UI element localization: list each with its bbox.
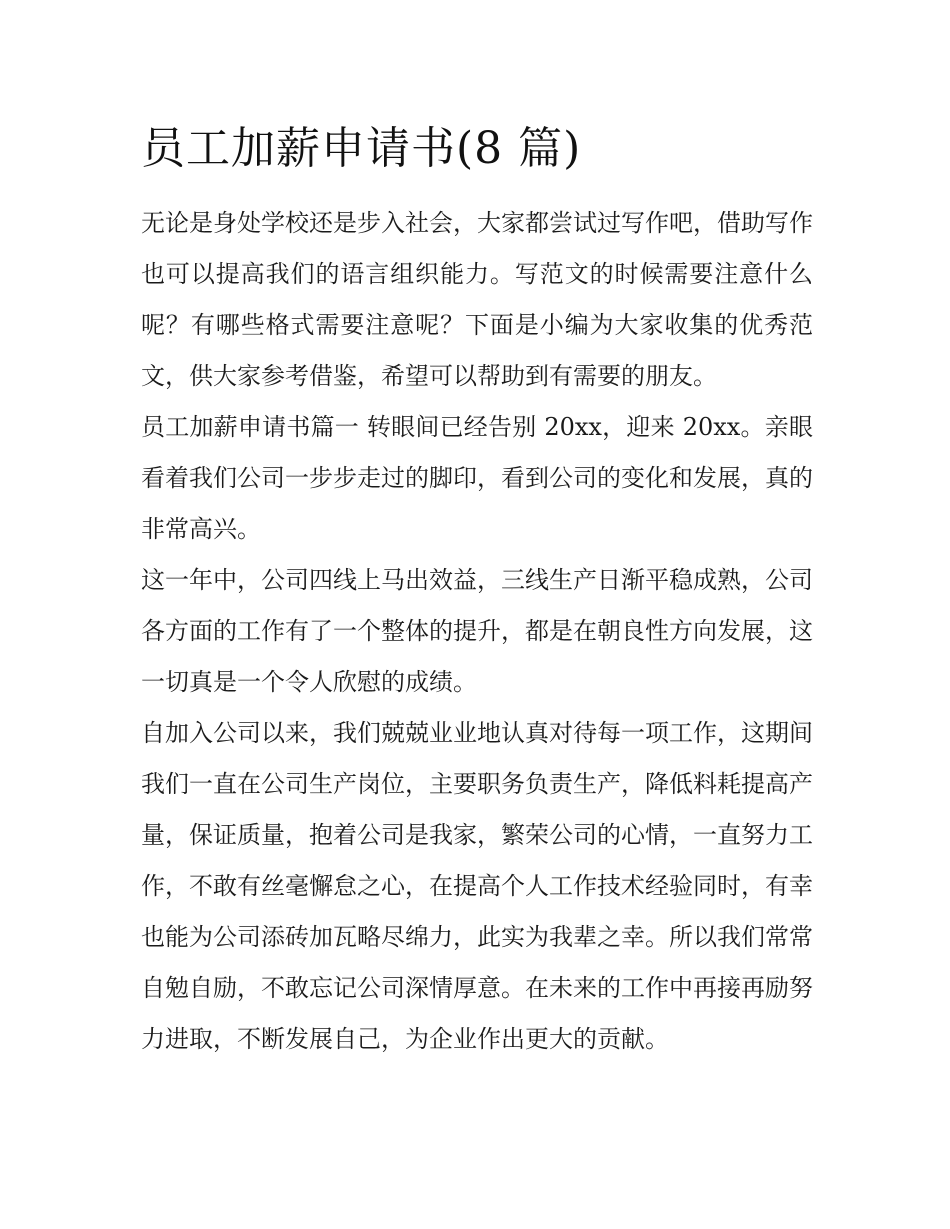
intro-paragraph: 无论是身处学校还是步入社会，大家都尝试过写作吧，借助写作也可以提高我们的语言组织能力。写范文的时候需要注意什么呢？有哪些格式需要注意呢？下面是小编为大家收集的优秀范文，供大家参考借鉴，希望可以帮助到有需要的朋友。 xyxy=(141,209,813,390)
section-one-paragraph: 员工加薪申请书篇一 转眼间已经告别 20xx，迎来 20xx。亲眼看着我们公司一步步走过的脚印，看到公司的变化和发展，真的非常高兴。 xyxy=(141,413,813,543)
work-history-paragraph: 自加入公司以来，我们兢兢业业地认真对待每一项工作，这期间我们一直在公司生产岗位，主要职务负责生产，降低料耗提高产量，保证质量，抱着公司是我家，繁荣公司的心情，一直努力工作，不敢有丝毫懈怠之心，在提高个人工作技术经验同时，有幸也能为公司添砖加瓦略尽绵力，此实为我辈之幸。所以我们常常自勉自励，不敢忘记公司深情厚意。在未来的工作中再接再励努力进取，不断发展自己，为企业作出更大的贡献。 xyxy=(141,719,813,1053)
document-title: 员工加薪申请书(8 篇) xyxy=(141,123,582,174)
document-body xyxy=(141,112,813,1065)
company-progress-paragraph: 这一年中，公司四线上马出效益，三线生产日渐平稳成熟，公司各方面的工作有了一个整体的提升，都是在朝良性方向发展，这一切真是一个令人欣慰的成绩。 xyxy=(141,566,813,696)
